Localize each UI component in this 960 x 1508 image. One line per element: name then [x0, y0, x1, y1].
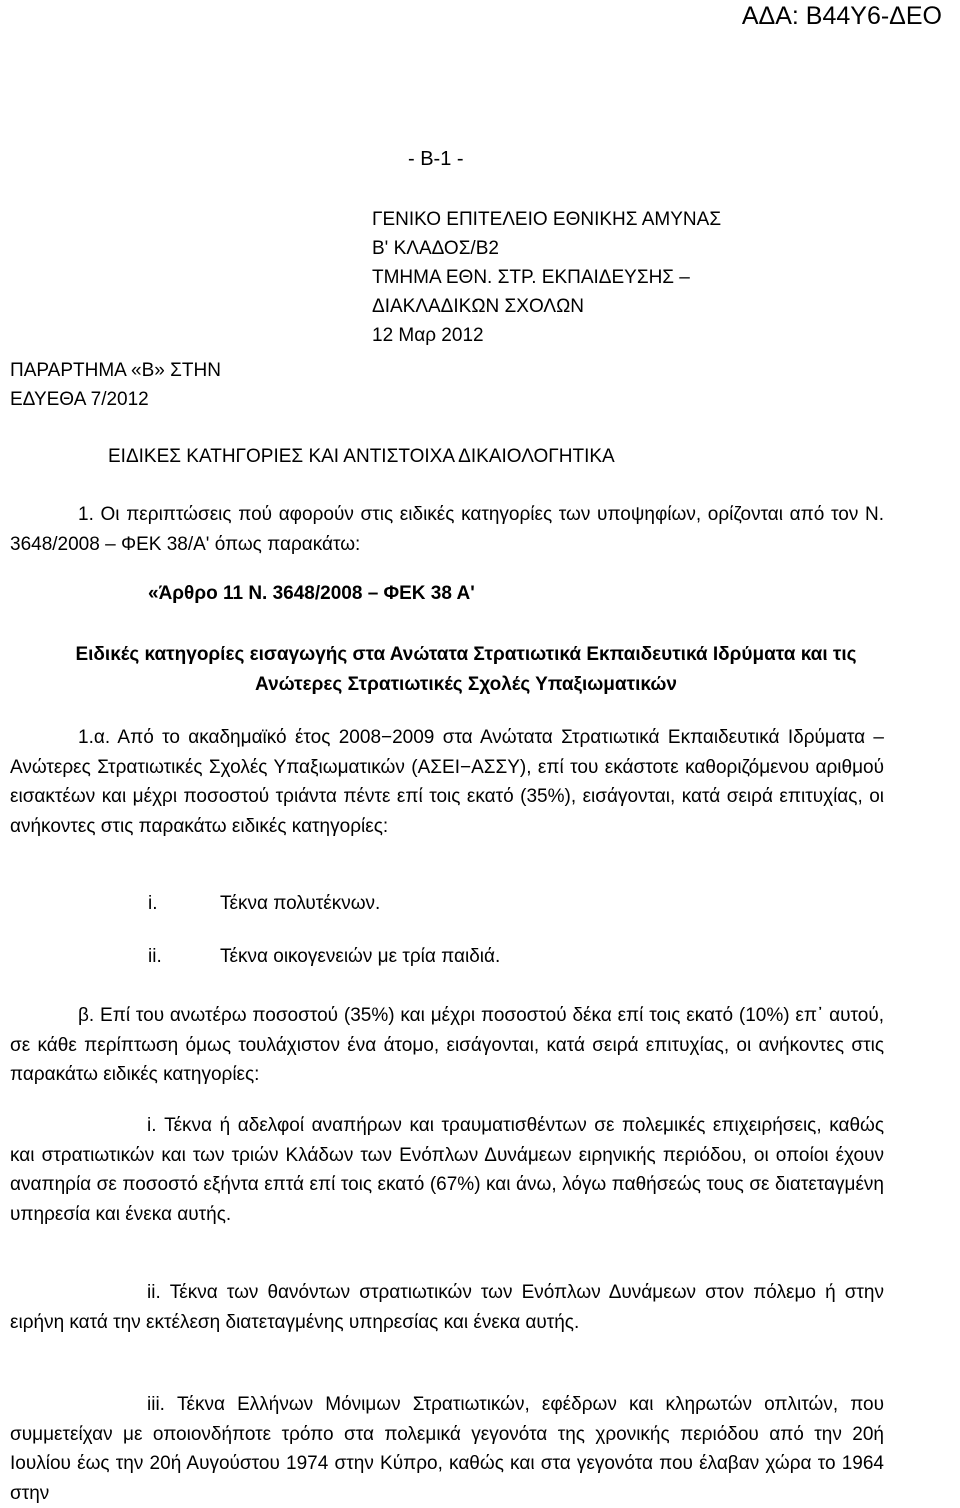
- article-reference: «Άρθρο 11 Ν. 3648/2008 – ΦΕΚ 38 Α': [148, 583, 475, 604]
- paragraph-1a: 1.α. Από το ακαδημαϊκό έτος 2008−2009 στα Ανώτατα Στρατιωτικά Εκπαιδευτικά Ιδρύματα – Ανώτερες Στρατιωτικές Σχολές Υπαξιωματικών (ΑΣΕΙ−ΑΣΣΥ), επί του εκάστοτε καθοριζόμενου αριθμού εισακτέων και μέχρι ποσοστού τριάντα πέντε επί τοις εκατό (35%), εισάγονται, κατά σειρά επιτυχίας, οι ανήκοντες στις παρακάτω ειδικές κατηγορίες:: [10, 727, 884, 837]
- annex-label: [10, 356, 221, 414]
- paragraph-b-i: i. Τέκνα ή αδελφοί αναπήρων και τραυματισθέντων σε πολεμικές επιχειρήσεις, καθώς και στρατιωτικών και των τριών Κλάδων των Ενόπλων Δυνάμεων ειρηνικής περιόδου, οι οποίοι έχουν αναπηρία σε ποσοστό εξήντα επτά επί τοις εκατό (67%) και άνω, λόγω παθήσεώς τους σε διατεταγμένη υπηρεσία και ένεκα αυτής.: [10, 1115, 884, 1225]
- header-line: ΔΙΑΚΛΑΔΙΚΩΝ ΣΧΟΛΩΝ: [372, 296, 584, 317]
- article-title: Ειδικές κατηγορίες εισαγωγής στα Ανώτατα Στρατιωτικά Εκπαιδευτικά Ιδρύματα και τις Ανώτερες Στρατιωτικές Σχολές Υπαξιωματικών: [75, 644, 857, 695]
- paragraph-b-iii: iii. Τέκνα Ελλήνων Μόνιμων Στρατιωτικών, εφέδρων και κληρωτών οπλιτών, που συμμετείχαν με οποιονδήποτε τρόπο στα πολεμικά γεγονότα της χρονικής περιόδου από την 20ή Ιουλίου έως την 20ή Αυγούστου 1974 στην Κύπρο, καθώς και στα γεγονότα που έλαβαν χώρα το 1964 στην: [10, 1394, 884, 1504]
- document-title: ΕΙΔΙΚΕΣ ΚΑΤΗΓΟΡΙΕΣ ΚΑΙ ΑΝΤΙΣΤΟΙΧΑ ΔΙΚΑΙΟΛΟΓΗΤΙΚΑ: [108, 446, 615, 467]
- paragraph-1: 1. Οι περιπτώσεις πού αφορούν στις ειδικές κατηγορίες των υποψηφίων, ορίζονται από τον Ν. 3648/2008 – ΦΕΚ 38/Α' όπως παρακάτω:: [10, 504, 884, 555]
- issuer-header: [372, 205, 721, 350]
- list-item-text: Τέκνα πολυτέκνων.: [220, 893, 381, 914]
- annex-line: ΠΑΡΑΡΤΗΜΑ «Β» ΣΤΗΝ: [10, 360, 221, 381]
- list-item-text: Τέκνα οικογενειών με τρία παιδιά.: [220, 946, 501, 967]
- paragraph-b: β. Επί του ανωτέρω ποσοστού (35%) και μέχρι ποσοστού δέκα επί τοις εκατό (10%) επ᾽ αυτού, σε κάθε περίπτωση όμως τουλάχιστον ένα άτομο, εισάγονται, κατά σειρά επιτυχίας, οι ανήκοντες στις παρακάτω ειδικές κατηγορίες:: [10, 1005, 884, 1085]
- header-line: Β' ΚΛΑΔΟΣ/Β2: [372, 238, 499, 259]
- paragraph-b-ii: ii. Τέκνα των θανόντων στρατιωτικών των Ενόπλων Δυνάμεων στον πόλεμο ή στην ειρήνη κατά την εκτέλεση διατεταγμένης υπηρεσίας και ένεκα αυτής.: [10, 1282, 884, 1333]
- ada-code: ΑΔΑ: Β44Υ6-ΔΕΟ: [741, 2, 942, 30]
- list-item-number: ii.: [148, 946, 162, 967]
- annex-line: ΕΔΥΕΘΑ 7/2012: [10, 389, 149, 410]
- header-line: ΓΕΝΙΚΟ ΕΠΙΤΕΛΕΙΟ ΕΘΝΙΚΗΣ ΑΜΥΝΑΣ: [372, 209, 722, 230]
- header-line: ΤΜΗΜΑ ΕΘΝ. ΣΤΡ. ΕΚΠΑΙΔΕΥΣΗΣ –: [372, 267, 690, 288]
- page-number: - Β-1 -: [408, 148, 464, 170]
- header-date: 12 Μαρ 2012: [372, 325, 484, 346]
- list-item-number: i.: [148, 893, 158, 914]
